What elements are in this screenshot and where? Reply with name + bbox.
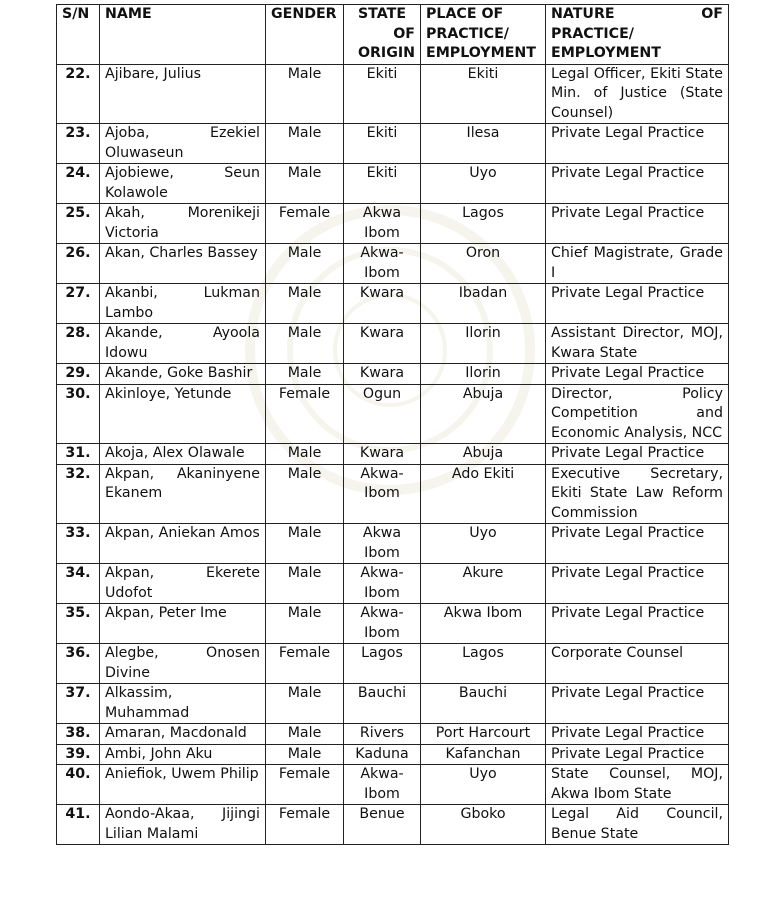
table-row (57, 64, 729, 124)
row-nature: Private Legal Practice (546, 444, 729, 465)
row-state: Akwa Ibom (344, 524, 421, 564)
row-name: Akpan, Akaninyene Ekanem (100, 464, 266, 524)
row-place: Lagos (421, 204, 546, 244)
row-place: Akure (421, 564, 546, 604)
row-gender: Male (266, 564, 344, 604)
table-row (57, 684, 729, 724)
row-place: Ilorin (421, 324, 546, 364)
row-serial: 31. (57, 444, 100, 465)
header-place-line2: PRACTICE/ (426, 25, 509, 42)
row-gender: Male (266, 164, 344, 204)
header-state-line1: STATE (357, 6, 407, 22)
row-serial: 35. (57, 604, 100, 644)
row-state: Benue (344, 805, 421, 845)
row-gender: Male (266, 684, 344, 724)
header-name: NAME (100, 5, 266, 65)
row-state: Ekiti (344, 64, 421, 124)
row-gender: Female (266, 204, 344, 244)
row-nature: Private Legal Practice (546, 124, 729, 164)
header-nature-of-practice (546, 5, 729, 65)
row-gender: Male (266, 604, 344, 644)
table-row (57, 644, 729, 684)
row-place: Akwa Ibom (421, 604, 546, 644)
row-nature: State Counsel, MOJ, Akwa Ibom State (546, 765, 729, 805)
row-name: Alegbe, Onosen Divine (100, 644, 266, 684)
table-row (57, 524, 729, 564)
row-nature: Private Legal Practice (546, 604, 729, 644)
row-place: Ekiti (421, 64, 546, 124)
row-nature: Corporate Counsel (546, 644, 729, 684)
row-name: Akinloye, Yetunde (100, 384, 266, 444)
row-place: Ibadan (421, 284, 546, 324)
row-name: Amaran, Macdonald (100, 724, 266, 745)
row-nature: Private Legal Practice (546, 724, 729, 745)
row-gender: Female (266, 765, 344, 805)
row-gender: Male (266, 464, 344, 524)
row-place: Oron (421, 244, 546, 284)
row-state: Kwara (344, 364, 421, 385)
row-gender: Male (266, 364, 344, 385)
row-serial: 32. (57, 464, 100, 524)
header-place-of-practice (421, 5, 546, 65)
row-state: Akwa-Ibom (344, 244, 421, 284)
row-gender: Male (266, 444, 344, 465)
row-serial: 23. (57, 124, 100, 164)
row-serial: 26. (57, 244, 100, 284)
row-place: Uyo (421, 524, 546, 564)
row-name: Akande, Goke Bashir (100, 364, 266, 385)
header-state-line3: ORIGIN (357, 45, 415, 61)
row-state: Akwa-Ibom (344, 604, 421, 644)
header-place-line3: EMPLOYMENT (426, 45, 536, 61)
table-row (57, 324, 729, 364)
row-gender: Female (266, 805, 344, 845)
table-row (57, 724, 729, 745)
table-row (57, 604, 729, 644)
table-row (57, 124, 729, 164)
row-serial: 22. (57, 64, 100, 124)
table-row (57, 384, 729, 444)
registry-table (56, 4, 729, 845)
header-sn: S/N (57, 5, 100, 65)
row-state: Lagos (344, 644, 421, 684)
row-gender: Male (266, 64, 344, 124)
row-nature: Assistant Director, MOJ, Kwara State (546, 324, 729, 364)
row-serial: 40. (57, 765, 100, 805)
row-name: Alkassim, Muhammad (100, 684, 266, 724)
header-row (57, 5, 729, 65)
row-gender: Male (266, 284, 344, 324)
row-nature: Private Legal Practice (546, 164, 729, 204)
row-serial: 33. (57, 524, 100, 564)
table-row (57, 164, 729, 204)
header-gender: GENDER (266, 5, 344, 65)
header-state-line2: OF (393, 25, 415, 42)
row-place: Gboko (421, 805, 546, 845)
row-place: Ilorin (421, 364, 546, 385)
table-row (57, 244, 729, 284)
row-place: Port Harcourt (421, 724, 546, 745)
row-place: Abuja (421, 384, 546, 444)
row-place: Uyo (421, 765, 546, 805)
table-row (57, 204, 729, 244)
row-name: Ajobiewe, Seun Kolawole (100, 164, 266, 204)
row-state: Kaduna (344, 744, 421, 765)
table-row (57, 744, 729, 765)
row-nature: Private Legal Practice (546, 364, 729, 385)
row-serial: 37. (57, 684, 100, 724)
row-place: Lagos (421, 644, 546, 684)
row-place: Abuja (421, 444, 546, 465)
row-nature: Private Legal Practice (546, 284, 729, 324)
row-nature: Private Legal Practice (546, 744, 729, 765)
row-state: Kwara (344, 324, 421, 364)
row-serial: 41. (57, 805, 100, 845)
row-name: Aondo-Akaa, Jijingi Lilian Malami (100, 805, 266, 845)
row-gender: Male (266, 124, 344, 164)
table-row (57, 805, 729, 845)
row-name: Akpan, Ekerete Udofot (100, 564, 266, 604)
row-state: Akwa-Ibom (344, 564, 421, 604)
header-state-of-origin (344, 5, 421, 65)
table-row (57, 564, 729, 604)
row-state: Ekiti (344, 124, 421, 164)
row-name: Ambi, John Aku (100, 744, 266, 765)
row-gender: Male (266, 744, 344, 765)
row-name: Akah, Morenikeji Victoria (100, 204, 266, 244)
row-gender: Male (266, 244, 344, 284)
row-nature: Private Legal Practice (546, 684, 729, 724)
row-state: Rivers (344, 724, 421, 745)
header-nature-line3: EMPLOYMENT (551, 45, 661, 61)
header-nature-word2: OF (701, 6, 723, 22)
row-state: Kwara (344, 284, 421, 324)
row-gender: Male (266, 524, 344, 564)
row-place: Bauchi (421, 684, 546, 724)
row-name: Aniefiok, Uwem Philip (100, 765, 266, 805)
row-serial: 29. (57, 364, 100, 385)
row-serial: 27. (57, 284, 100, 324)
header-nature-word1: NATURE (551, 6, 615, 22)
row-serial: 36. (57, 644, 100, 684)
row-name: Akan, Charles Bassey (100, 244, 266, 284)
row-name: Akande, Ayoola Idowu (100, 324, 266, 364)
row-serial: 28. (57, 324, 100, 364)
row-serial: 30. (57, 384, 100, 444)
row-nature: Executive Secretary, Ekiti State Law Reform Commission (546, 464, 729, 524)
row-place: Ado Ekiti (421, 464, 546, 524)
row-nature: Director, Policy Competition and Economic Analysis, NCC (546, 384, 729, 444)
header-place-line1: PLACE OF (426, 6, 504, 22)
row-state: Ekiti (344, 164, 421, 204)
row-gender: Female (266, 644, 344, 684)
table-row (57, 464, 729, 524)
row-gender: Male (266, 724, 344, 745)
row-name: Akoja, Alex Olawale (100, 444, 266, 465)
row-name: Akpan, Peter Ime (100, 604, 266, 644)
row-nature: Private Legal Practice (546, 524, 729, 564)
row-serial: 25. (57, 204, 100, 244)
row-serial: 38. (57, 724, 100, 745)
row-name: Akanbi, Lukman Lambo (100, 284, 266, 324)
row-state: Akwa Ibom (344, 204, 421, 244)
row-nature: Private Legal Practice (546, 204, 729, 244)
row-nature: Chief Magistrate, Grade I (546, 244, 729, 284)
row-state: Akwa-Ibom (344, 765, 421, 805)
row-state: Akwa-Ibom (344, 464, 421, 524)
row-state: Kwara (344, 444, 421, 465)
header-nature-line2: PRACTICE/ (551, 25, 634, 42)
row-serial: 34. (57, 564, 100, 604)
table-row (57, 284, 729, 324)
row-nature: Private Legal Practice (546, 564, 729, 604)
row-nature: Legal Officer, Ekiti State Min. of Justice (State Counsel) (546, 64, 729, 124)
row-nature: Legal Aid Council, Benue State (546, 805, 729, 845)
row-gender: Female (266, 384, 344, 444)
row-serial: 39. (57, 744, 100, 765)
row-name: Ajoba, Ezekiel Oluwaseun (100, 124, 266, 164)
row-place: Kafanchan (421, 744, 546, 765)
table-row (57, 765, 729, 805)
row-state: Ogun (344, 384, 421, 444)
table-row (57, 364, 729, 385)
row-gender: Male (266, 324, 344, 364)
row-serial: 24. (57, 164, 100, 204)
row-name: Akpan, Aniekan Amos (100, 524, 266, 564)
row-state: Bauchi (344, 684, 421, 724)
row-place: Uyo (421, 164, 546, 204)
table-row (57, 444, 729, 465)
row-place: Ilesa (421, 124, 546, 164)
row-name: Ajibare, Julius (100, 64, 266, 124)
